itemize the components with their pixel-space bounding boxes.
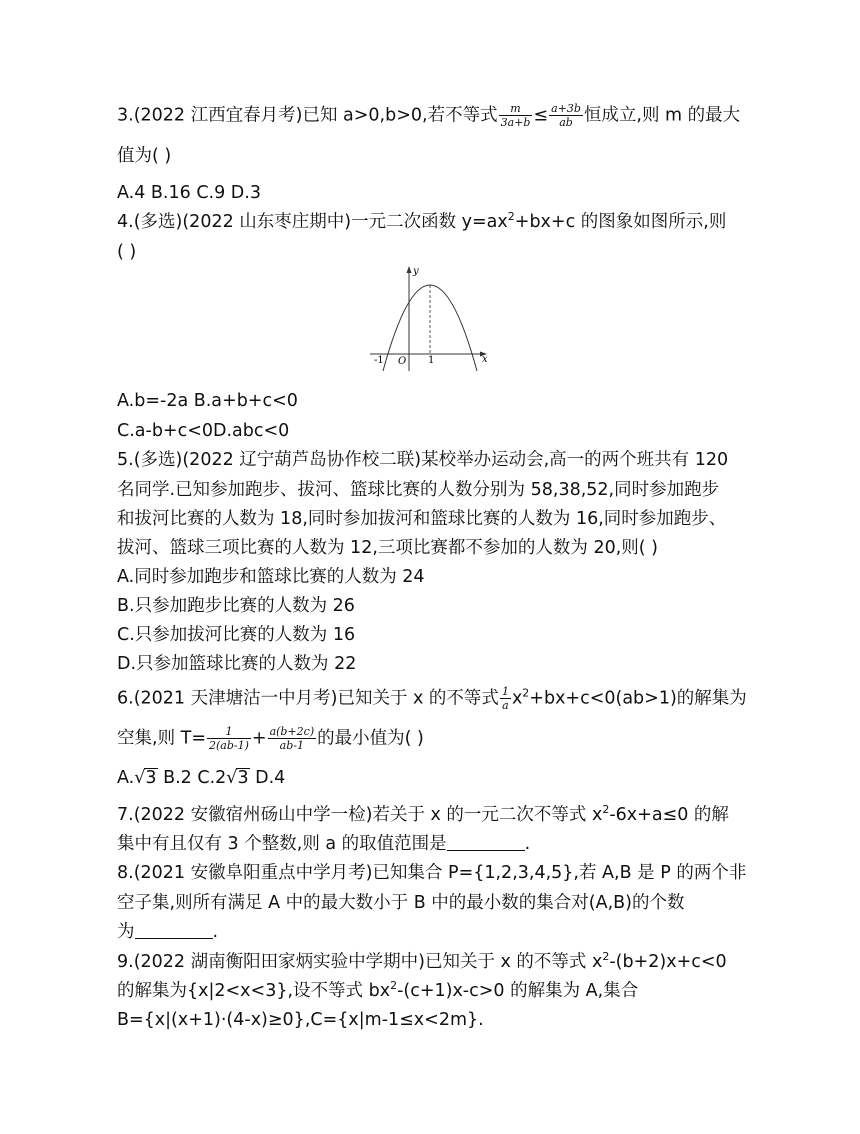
superscript: 2 — [507, 210, 515, 223]
superscript: 2 — [390, 979, 398, 992]
q5-line1: 5.(多选)(2022 辽宁葫芦岛协作校二联)某校举办运动会,高一的两个班共有 120 — [117, 450, 729, 470]
q7-text: 7.(2022 安徽宿州砀山中学一检)若关于 x 的一元二次不等式 x — [117, 805, 603, 825]
q3-line1 — [117, 102, 740, 129]
period: . — [212, 922, 219, 942]
q5-option-c: C.只参加拔河比赛的人数为 16 — [117, 625, 356, 645]
q6-line2 — [117, 725, 424, 752]
sqrt-radicand: 3 — [237, 768, 249, 788]
q4-text: 4.(多选)(2022 山东枣庄期中)一元二次函数 y=ax — [117, 212, 508, 232]
q7-text-end: -6x+a≤0 的解 — [609, 805, 729, 825]
q5-option-b: B.只参加跑步比赛的人数为 26 — [117, 596, 355, 616]
q9-line1 — [117, 951, 727, 973]
period: . — [524, 834, 531, 854]
sqrt-icon: √ — [134, 768, 146, 788]
q9-text-end: -(b+2)x+c<0 — [609, 952, 727, 972]
fraction-one-over-a — [500, 685, 511, 712]
x-axis-label: x — [482, 354, 488, 365]
q6-text2: 空集,则 T= — [117, 728, 206, 749]
frac-denominator: 2(ab-1) — [208, 739, 249, 752]
q6-text2-end: 的最小值为( ) — [317, 728, 424, 749]
q9-line3: B={x|(x+1)·(4-x)≥0},C={x|m-1≤x<2m}. — [117, 1010, 484, 1030]
q5-option-a: A.同时参加跑步和篮球比赛的人数为 24 — [117, 567, 425, 587]
q4-text-end: +bx+c 的图象如图所示,则 — [514, 212, 727, 232]
frac-numerator: a(b+2c) — [269, 725, 315, 738]
q5-line3: 和拔河比赛的人数为 18,同时参加拔河和篮球比赛的人数为 16,同时参加跑步、 — [117, 509, 727, 529]
frac-numerator: 1 — [501, 685, 509, 698]
q5-option-d: D.只参加篮球比赛的人数为 22 — [117, 654, 357, 674]
fraction-a-plus-3b-over-ab — [549, 102, 583, 129]
q6-text-end: +bx+c<0(ab>1)的解集为 — [529, 688, 747, 709]
label-neg-one: -1 — [374, 355, 384, 366]
frac-numerator: 1 — [207, 725, 251, 739]
label-one: 1 — [428, 355, 435, 366]
frac-denominator: a — [502, 699, 509, 712]
sqrt-icon: √ — [226, 768, 238, 788]
q3-line2: 值为( ) — [117, 146, 172, 166]
y-axis-arrow — [407, 266, 412, 273]
q6-text: 6.(2021 天津塘沽一中月考)已知关于 x 的不等式 — [117, 688, 499, 709]
q8-line1: 8.(2021 安徽阜阳重点中学月考)已知集合 P={1,2,3,4,5},若 A,B 是 P 的两个非 — [117, 863, 747, 883]
frac-denominator: ab-1 — [279, 739, 304, 752]
q7-line2 — [117, 833, 530, 855]
q5-line2: 名同学.已知参加跑步、拔河、篮球比赛的人数分别为 58,38,52,同时参加跑步 — [117, 480, 720, 500]
q3-text: 3.(2022 江西宜春月考)已知 a>0,b>0,若不等式 — [117, 105, 498, 126]
fraction-m-over-3a-plus-b — [499, 102, 533, 129]
frac-numerator: m — [499, 102, 533, 116]
q8-text3: 为 — [117, 922, 135, 942]
q6-option-a: A. — [117, 768, 135, 788]
q4-options-ab: A.b=-2a B.a+b+c<0 — [117, 391, 298, 411]
frac-numerator: a+3b — [551, 102, 581, 115]
q6-line1 — [117, 685, 747, 712]
q4-line2: ( ) — [117, 242, 137, 262]
fraction-ab2c-over-ab-1 — [268, 725, 317, 752]
q4-options-cd: C.a-b+c<0D.abc<0 — [117, 421, 290, 441]
le-sign: ≤ — [533, 105, 549, 126]
q6-var-x: x — [511, 688, 523, 709]
fraction-one-over-2ab-1 — [207, 725, 251, 752]
frac-denominator: ab — [559, 116, 573, 129]
q9-text2: 的解集为{x|2<x<3},设不等式 bx — [117, 981, 391, 1001]
q9-text2-end: -(c+1)x-c>0 的解集为 A,集合 — [397, 981, 639, 1001]
answer-blank[interactable] — [447, 834, 525, 851]
superscript: 2 — [602, 950, 610, 963]
q7-text2: 集中有且仅有 3 个整数,则 a 的取值范围是 — [117, 834, 447, 854]
q5-line4: 拔河、篮球三项比赛的人数为 12,三项比赛都不参加的人数为 20,则( ) — [117, 538, 659, 558]
answer-blank[interactable] — [135, 922, 213, 939]
q3-text-end: 恒成立,则 m 的最大 — [583, 105, 741, 126]
y-axis-label: y — [413, 266, 419, 277]
q6-option-d: D.4 — [249, 768, 286, 788]
q9-line2 — [117, 980, 638, 1002]
parabola-graph — [368, 263, 492, 375]
q7-line1 — [117, 804, 729, 826]
q9-text: 9.(2022 湖南衡阳田家炳实验中学期中)已知关于 x 的不等式 x — [117, 952, 603, 972]
sqrt-radicand: 3 — [145, 768, 157, 788]
q8-line3 — [117, 921, 218, 943]
origin-label: O — [398, 356, 407, 367]
q4-line1 — [117, 211, 726, 233]
superscript: 2 — [522, 686, 530, 700]
superscript: 2 — [602, 803, 610, 816]
q8-line2: 空子集,则所有满足 A 中的最大数小于 B 中的最小数的集合对(A,B)的个数 — [117, 893, 685, 913]
frac-denominator: 3a+b — [500, 116, 531, 129]
q6-option-bc: B.2 C.2 — [157, 768, 227, 788]
q3-options: A.4 B.16 C.9 D.3 — [117, 183, 261, 203]
q6-options — [117, 767, 285, 789]
plus-sign: + — [251, 728, 267, 749]
